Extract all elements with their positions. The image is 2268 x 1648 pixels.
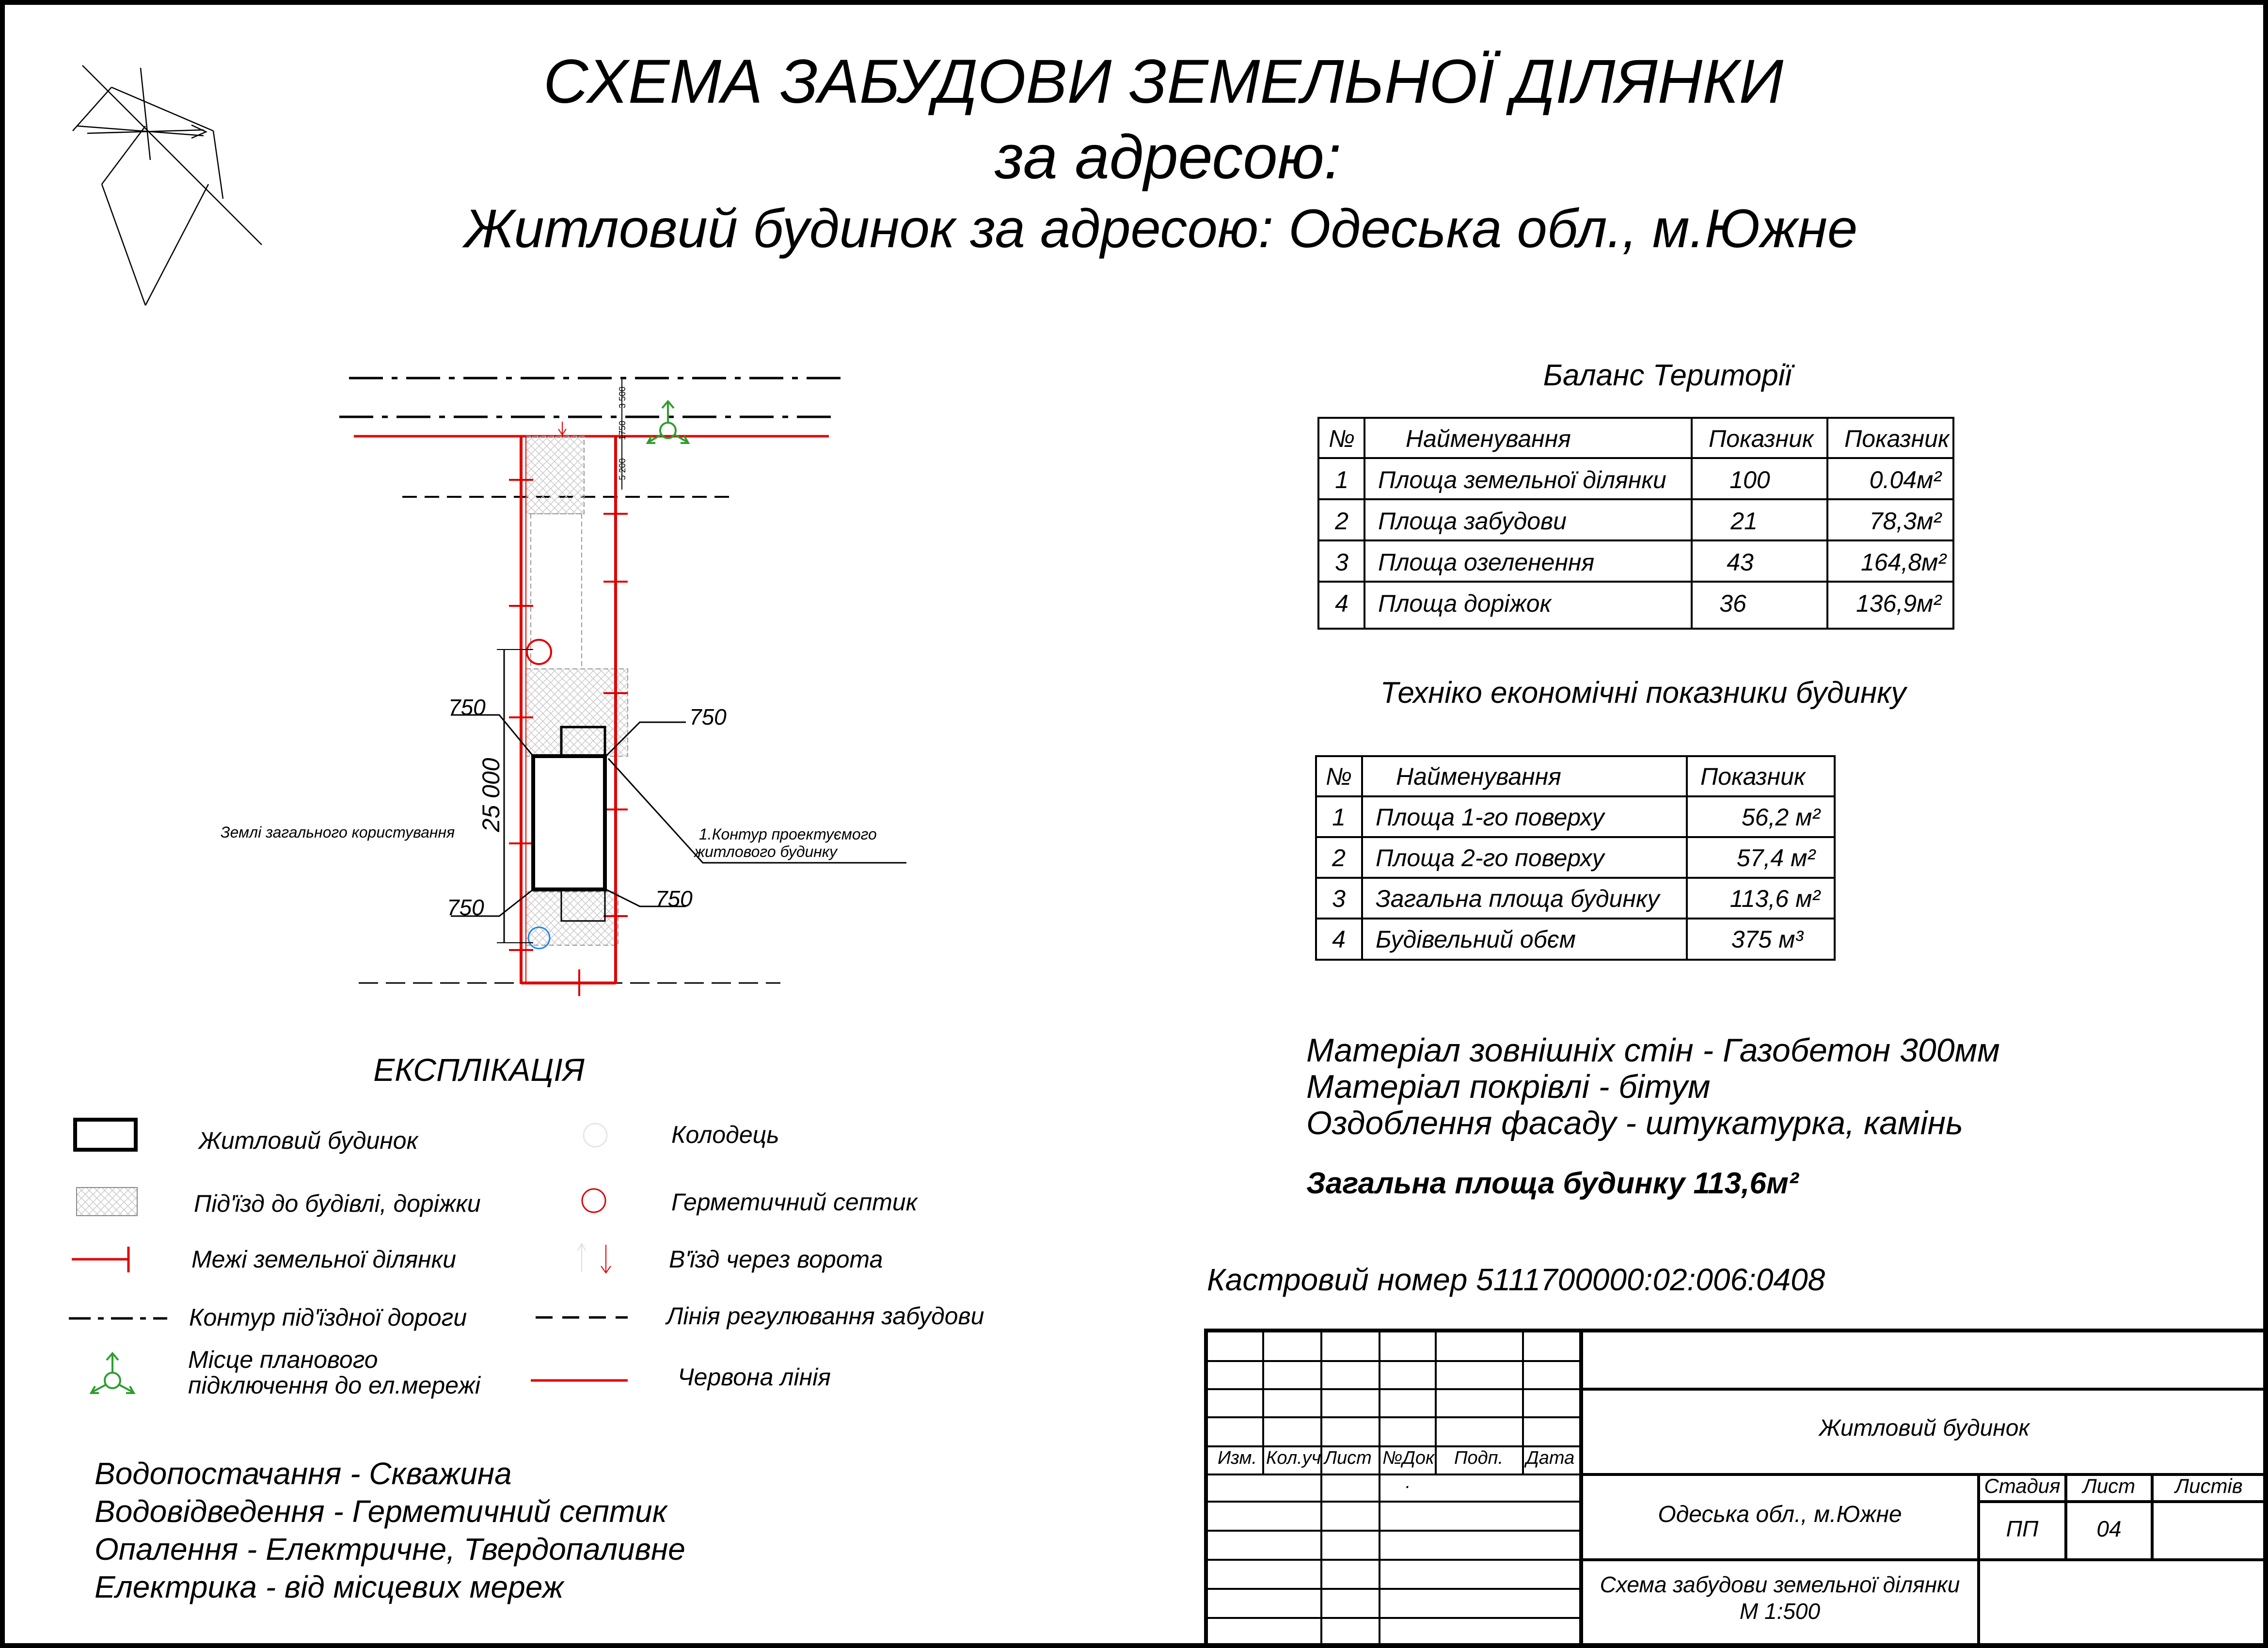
stamp-project: Житловий будинок: [1819, 1415, 2030, 1441]
label-house-contour-2: житлового будинку: [694, 843, 838, 860]
legend-boundary-icon: [72, 1247, 128, 1272]
legend-red-line-label: Червона лінія: [678, 1363, 831, 1391]
material-facade: Оздоблення фасаду - штукатурка, камінь: [1306, 1105, 1963, 1141]
balance-cell: 1: [1335, 466, 1348, 493]
tech-cell: 57,4 м²: [1736, 844, 1815, 872]
balance-title: Баланс Території: [1543, 359, 1792, 392]
house-contour: [533, 756, 605, 889]
legend: [69, 1120, 984, 1399]
tech-cell: 375 м³: [1731, 926, 1803, 953]
stamp-header-date: Дата: [1526, 1448, 1575, 1468]
driveway-area-2: [526, 669, 628, 756]
dim-750-bottom-left: 750: [447, 895, 484, 920]
legend-gate-label: В'їзд через ворота: [669, 1246, 883, 1273]
label-common-land: Землі загального користування: [221, 824, 455, 841]
title-line-3: Житловий будинок за адресою: Одеська обл., м.Южне: [464, 198, 1858, 259]
tech-cell: 3: [1332, 885, 1346, 912]
balance-cell: 164,8м²: [1860, 549, 1946, 576]
legend-septic-label: Герметичний септик: [671, 1188, 918, 1216]
stamp-address: Одеська обл., м.Южне: [1658, 1502, 1902, 1527]
dim-750-bottom-right: 750: [655, 886, 693, 911]
stamp-sheet-value: 04: [2096, 1516, 2122, 1541]
legend-power-label-2: підключення до ел.мережі: [188, 1372, 480, 1399]
utility-water-supply: Водопостачання - Скважина: [95, 1456, 512, 1491]
legend-driveway-icon: [77, 1188, 137, 1216]
dim-small-3: 5 200: [618, 458, 627, 480]
legend-septic-icon: [582, 1189, 605, 1212]
stamp-sheet-title-1: Схема забудови земельної ділянки: [1600, 1572, 1960, 1597]
legend-well-icon: [584, 1124, 607, 1147]
stamp-sheet-label: Лист: [2082, 1474, 2136, 1497]
balance-header-name: Найменування: [1406, 425, 1571, 452]
legend-boundary-label: Межі земельної ділянки: [191, 1246, 457, 1273]
legend-power-label-1: Місце планового: [188, 1346, 378, 1373]
stamp-dot: .: [1405, 1472, 1411, 1492]
legend-road-contour-label: Контур під'їздної дороги: [189, 1304, 467, 1331]
tech-cell: 2: [1332, 844, 1346, 872]
balance-cell: 2: [1335, 507, 1348, 535]
balance-cell: Площа доріжок: [1378, 590, 1552, 617]
legend-gate-icon: [578, 1244, 611, 1273]
tech-cell: 4: [1332, 926, 1346, 953]
gate-arrow-icon: [558, 422, 566, 435]
north-arrow-icon: [73, 65, 262, 305]
septic-icon: [527, 640, 551, 664]
cadastral-number: Кастровий номер 5111700000:02:006:0408: [1207, 1262, 1825, 1297]
material-walls: Матеріал зовнішніх стін - Газобетон 300мм: [1306, 1032, 2000, 1069]
stamp-header-sheet: Лист: [1324, 1448, 1372, 1468]
tech-cell: 113,6 м²: [1729, 885, 1820, 912]
legend-well-label: Колодець: [671, 1121, 779, 1148]
utility-electricity: Електрика - від місцевих мереж: [95, 1569, 564, 1604]
legend-driveway-label: Під'їзд до будівлі, доріжки: [194, 1190, 481, 1217]
tech-cell: 1: [1332, 804, 1346, 831]
title-line-2: за адресою:: [995, 123, 1342, 192]
legend-power-icon: [91, 1353, 134, 1393]
dim-750-top-right: 750: [689, 704, 727, 729]
balance-cell: Площа забудови: [1378, 507, 1567, 535]
driveway-area: [526, 436, 584, 514]
tech-header-name: Найменування: [1396, 763, 1561, 790]
balance-header-value-1: Показник: [1709, 425, 1814, 452]
stamp-stage-label: Стадия: [1984, 1474, 2061, 1497]
stamp-header-quantity: Кол.уч: [1266, 1448, 1321, 1468]
dim-small-1: 3 500: [618, 386, 627, 409]
dim-small-2: 1750: [618, 420, 627, 441]
dim-750-top-left: 750: [448, 695, 486, 720]
balance-cell: 43: [1727, 549, 1754, 576]
dim-length-label: 25 000: [477, 758, 505, 832]
tech-cell: 56,2 м²: [1741, 804, 1820, 831]
tech-header-value: Показник: [1700, 763, 1806, 790]
balance-cell: 3: [1335, 549, 1348, 576]
legend-house-icon: [75, 1120, 136, 1150]
label-house-contour-1: 1.Контур проектуємого: [699, 825, 877, 843]
site-plan: [221, 378, 906, 996]
balance-cell: 136,9м²: [1856, 590, 1941, 617]
balance-cell: 78,3м²: [1869, 507, 1941, 535]
title-line-1: СХЕМА ЗАБУДОВИ ЗЕМЕЛЬНОЇ ДІЛЯНКИ: [543, 47, 1783, 116]
balance-cell: 36: [1719, 590, 1746, 617]
tech-title: Техніко економічні показники будинку: [1380, 676, 1906, 710]
tech-cell: Загальна площа будинку: [1376, 885, 1660, 912]
utility-drainage: Водовідведення - Герметичний септик: [95, 1494, 667, 1529]
tech-header-number: №: [1325, 763, 1352, 790]
tech-cell: Будівельний обєм: [1376, 926, 1576, 953]
tech-cell: Площа 2-го поверху: [1376, 844, 1604, 872]
legend-house-label: Житловий будинок: [199, 1127, 418, 1154]
stamp-sheet-title-2: М 1:500: [1739, 1599, 1821, 1624]
legend-building-line-label: Лінія регулювання забудови: [666, 1302, 984, 1330]
utility-heating: Опалення - Електричне, Твердопаливне: [95, 1532, 685, 1567]
balance-cell: 21: [1730, 507, 1758, 535]
balance-cell: Площа земельної ділянки: [1378, 466, 1666, 493]
tech-cell: Площа 1-го поверху: [1376, 804, 1604, 831]
total-area-summary: Загальна площа будинку 113,6м²: [1306, 1167, 1799, 1200]
stamp-stage-value: ПП: [2006, 1516, 2039, 1541]
balance-cell: 100: [1729, 466, 1770, 493]
balance-cell: 4: [1335, 590, 1348, 617]
stamp-header-signature: Подп.: [1454, 1448, 1504, 1468]
legend-title: ЕКСПЛІКАЦІЯ: [373, 1052, 585, 1088]
balance-header-value-2: Показник: [1844, 425, 1950, 452]
stamp-sheets-label: Листів: [2175, 1474, 2243, 1497]
balance-cell: Площа озеленення: [1378, 549, 1595, 576]
stamp-header-doc: №Док: [1382, 1448, 1434, 1468]
material-roof: Матеріал покрівлі - бітум: [1306, 1068, 1711, 1105]
balance-cell: 0.04м²: [1869, 466, 1941, 493]
stamp-header-change: Изм.: [1218, 1448, 1257, 1468]
balance-header-number: №: [1328, 425, 1355, 452]
